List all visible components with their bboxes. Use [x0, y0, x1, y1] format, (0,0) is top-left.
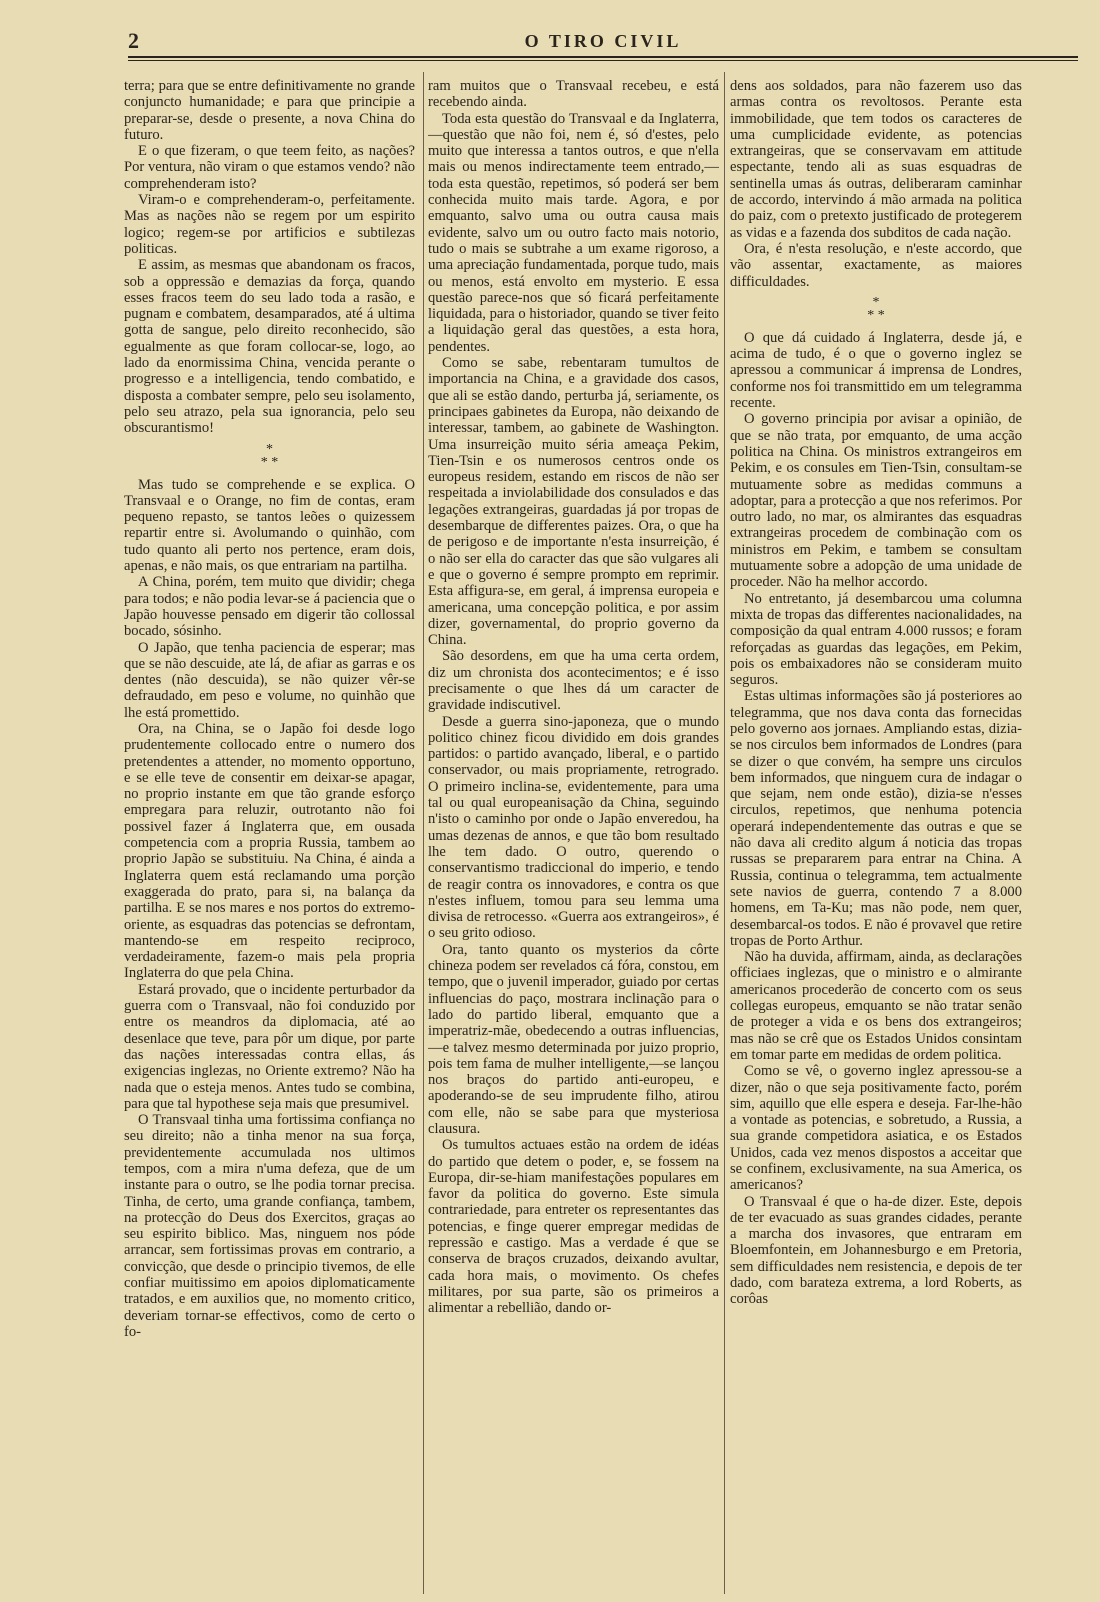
paragraph: ram muitos que o Transvaal recebeu, e está recebendo ainda.: [428, 78, 719, 111]
page-header: [128, 28, 1078, 53]
paragraph: terra; para que se entre definitivamente no grande conjuncto humanidade; e para que principie a preparar-se, desde o presente, a nova China do futuro.: [124, 78, 415, 143]
header-rule-thin: [128, 60, 1078, 61]
paragraph: Viram-o e comprehenderam-o, perfeitamente. Mas as nações não se regem por um espirito logico; regem-se por artificios e subtilezas politicas.: [124, 192, 415, 257]
paragraph: Não ha duvida, affirmam, ainda, as declarações officiaes inglezas, que o ministro e o almirante americanos procederão de concerto com os seus collegas europeus, emquanto se não tratar senão de proteger a vida e os bens dos extrangeiros; mas não se crê que os Estados Unidos consintam em tomar parte em medidas de ordem politica.: [730, 949, 1022, 1063]
paragraph: O governo principia por avisar a opinião, de que se não trata, por emquanto, de uma acção politica na China. Os ministros extrangeiros em Pekim, e os consules em Tien-Tsin, consultam-se mutuamente sobre as medidas communs a adoptar, para a protecção a que nos referimos. Por outro lado, no mar, os almirantes das esquadras extrangeiras procedem de combinação com os ministros em Pekim, e tambem se consultam mutuamente sobre a adopção de uma unidade de proceder. Não ha melhor accordo.: [730, 411, 1022, 591]
paragraph: No entretanto, já desembarcou uma columna mixta de tropas das differentes nacionalidades, na composição da qual entram 4.000 russos; e foram reforçadas as guardas das legações, em Pekim, pois os embaixadores não se consideram muito seguros.: [730, 590, 1022, 689]
paragraph: E assim, as mesmas que abandonam os fracos, sob a oppressão e demazias da força, quando esses fracos teem do seu lado toda a rasão, e pugnam e combatem, desamparados, até á ultima gotta de sangue, pelo direito reconhecido, são egualmente as que foram collocar-se, logo, ao lado da enormissima China, vencida perante o progresso e a intelligencia, tendo combatido, e disposta a combater sempre, pelo seu isolamento, pelo seu atrazo, pela sua ignorancia, pelo seu obscurantismo!: [124, 257, 415, 437]
header-rule: [128, 56, 1078, 58]
paragraph: Como se sabe, rebentaram tumultos de importancia na China, e a gravidade dos casos, que ali se estão dando, perturba já, seriamente, os principaes gabinetes da Europa, não deixando de interessar, tambem, ao gabinete de Washington. Uma insurreição muito séria ameaça Pekim, Tien-Tsin e os numerosos centros onde os europeus residem, estando em riscos de não ser respeitada a inviolabilidade dos consulados e das legações extrangeiras, guardadas já por tropas de desembarque de differentes paizes. Ora, o que ha de perigoso e de importante n'esta insurreição, é o não ser ella do caracter das que são vulgares ali e que o governo é sempre prompto em reprimir. Esta affigura-se, em geral, á imprensa europeia e americana, uma concepção politica, e por assim dizer, governamental, do proprio governo da China.: [428, 355, 719, 649]
paragraph: Ora, na China, se o Japão foi desde logo prudentemente collocado entre o numero dos pretendentes a attender, no momento opportuno, e se elle teve de consentir em deixar-se apagar, no proprio instante em que tão grande esforço empregara para reluzir, outrotanto não foi possivel fazer á Inglaterra que, em ousada competencia com a propria Russia, tambem ao proprio Japão se substituiu. Na China, é ainda a Inglaterra quem está reclamando uma porção exaggerada do prato, para si, na balança da partilha. E se nos mares e nos portos do extremo-oriente, as esquadras das potencias se defrontam, mantendo-se em respeito reciproco, verdadeiramente, fazem-o mais pela propria Inglaterra do que pela China.: [124, 720, 415, 982]
page-number: 2: [128, 28, 139, 53]
paragraph: O Japão, que tenha paciencia de esperar; mas que se não descuide, ate lá, de afiar as garras e os dentes (não descuida), se não quizer vêr-se defraudado, em peso e volume, no quinhão que lhe está promettido.: [124, 639, 415, 721]
asterisk-top: *: [872, 294, 880, 310]
paragraph: O Transvaal tinha uma fortissima confiança no seu direito; não a tinha menor na sua força, previdentemente accumulada nos ultimos tempos, com a mira n'uma defeza, que de um instante para o outro, se lhe podia tornar precisa. Tinha, de certo, uma grande confiança, tambem, na protecção do Deus dos Exercitos, graças ao seu espirito biblico. Mas, ninguem nos póde arrancar, sem fortissimas provas em contrario, a convicção, que desde o principio tivemos, de elle confiar muitissimo em apoios diplomaticamente tratados, e em auxilios que, no momento critico, deveriam tornar-se effectivos, como de certo o fo-: [124, 1112, 415, 1340]
text-column-3: [730, 78, 1022, 1598]
section-divider-asterisks: [730, 296, 1022, 322]
column-separator: [423, 72, 424, 1594]
paragraph: Ora, é n'esta resolução, e n'este accordo, que vão assentar, exactamente, as maiores difficuldades.: [730, 240, 1022, 290]
asterisk-top: *: [266, 441, 273, 457]
section-divider-asterisks: [124, 443, 415, 469]
asterisk-bottom: * *: [260, 454, 279, 470]
paragraph: E o que fizeram, o que teem feito, as nações? Por ventura, não viram o que estamos vendo? não comprehenderam isto?: [124, 143, 415, 192]
asterisk-bottom: * *: [867, 307, 885, 323]
paragraph: Ora, tanto quanto os mysterios da côrte chineza podem ser revelados cá fóra, constou, em tempo, que o juvenil imperador, guiado por certas influencias do paço, mostrara inclinação para o lado do partido liberal, emquanto que a imperatriz-mãe, obedecendo a outras influencias,—e talvez mesmo determinada por juizo proprio, pois tem fama de mulher intelligente,—se lançou nos braços do partido anti-europeu, e apoderando-se de seu imprudente filho, atirou com elle, não se sabe para que mysteriosa clausura.: [428, 941, 719, 1137]
paragraph: dens aos soldados, para não fazerem uso das armas contra os revoltosos. Perante esta immobilidade, que tem todos os caracteres de uma cumplicidade evidente, as potencias extrangeiras, que se conservavam em attitude espectante, tendo ali as suas esquadras de sentinella umas ás outras, deliberaram caminhar de accordo, intervindo á mão armada na politica do paiz, com o pretexto justificado de protegerem as vidas e a fazenda dos subditos de cada nação.: [730, 78, 1022, 241]
paragraph: O Transvaal é que o ha-de dizer. Este, depois de ter evacuado as suas grandes cidades, perante a marcha dos invasores, que entraram em Bloemfontein, em Johannesburgo e em Pretoria, sem difficuldades nem resistencia, e depois de ter dado, com barateza extrema, a lord Roberts, as corôas: [730, 1193, 1022, 1308]
paragraph: Os tumultos actuaes estão na ordem de idéas do partido que detem o poder, e, se fossem na Europa, dir-se-hiam manifestações populares em favor da politica do governo. Este simula contrariedade, para entreter os representantes das potencias, e finge querer empregar medidas de repressão e castigo. Mas a verdade é que se conserva de braços cruzados, deixando avultar, cada hora mais, o movimento. Os chefes militares, por sua parte, são os primeiros a alimentar a rebellião, dando or-: [428, 1137, 719, 1317]
paragraph: Mas tudo se comprehende e se explica. O Transvaal e o Orange, no fim de contas, eram pequeno repasto, se tantos leões o quizessem repartir entre si. Avolumando o quinhão, com tudo quanto ali perto nos pertence, eram dois, apenas, e não mais, os que entrariam na partilha.: [124, 476, 415, 575]
paragraph: A China, porém, tem muito que dividir; chega para todos; e não podia levar-se á paciencia que o Japão houvesse pensado em digerir tão collossal bocado, sósinho.: [124, 574, 415, 640]
paragraph: Estará provado, que o incidente perturbador da guerra com o Transvaal, não foi conduzido por entre os meandros da diplomacia, até ao desenlace que teve, para pôr um dique, por parte das nações interessadas contra ellas, ás exigencias inglezas, no Oriente extremo? Não ha nada que o esteja menos. Antes tudo se combina, para que tal hypothese seja mais que presumivel.: [124, 981, 415, 1112]
paragraph: O que dá cuidado á Inglaterra, desde já, e acima de tudo, é o que o governo inglez se apressou a communicar á imprensa de Londres, conforme nos foi transmittido em um telegramma recente.: [730, 329, 1022, 412]
masthead-title: O TIRO CIVIL: [524, 31, 682, 51]
paragraph: Toda esta questão do Transvaal e da Inglaterra,—questão que não foi, nem é, só d'estes, pelo muito que interessa a tantos outros, e que n'ella mais ou menos indirectamente teem entrado,—toda esta questão, repetimos, só poderá ser bem conhecida muito mais tarde. Agora, e por emquanto, salvo uma ou outra causa mais evidente, salvo um ou outro facto mais notorio, tudo o mais se subtrahe a um exame rigoroso, a uma apreciação fundamentada, porque tudo, mais ou menos, está envolto em mysterio. E essa questão parece-nos que só ficará perfeitamente liquidada, para o historiador, quando se tiver feito a liquidação geral das questões, a esta hora, pendentes.: [428, 110, 719, 355]
paragraph: São desordens, em que ha uma certa ordem, diz um chronista dos acontecimentos; e é isso precisamente o que lhes dá um caracter de gravidade indiscutivel.: [428, 648, 719, 714]
paragraph: Como se vê, o governo inglez apressou-se a dizer, não o que seja positivamente facto, porém sim, aquillo que elle espera e deseja. Far-lhe-hão a vontade as potencias, e sobretudo, a Russia, a sua grande competidora asiatica, e os Estados Unidos, cada vez menos dispostos a acceitar que se confinem, exclusivamente, na sua America, os americanos?: [730, 1063, 1022, 1194]
text-column-1: [124, 78, 415, 1598]
paragraph: Desde a guerra sino-japoneza, que o mundo politico chinez ficou dividido em dois grandes partidos: o partido avançado, liberal, e o partido conservador, ou mais propriamente, retrogrado. O primeiro inclina-se, evidentemente, para uma tal ou qual europeanisação da China, seguindo n'isto o caminho por onde o Japão enveredou, ha umas dezenas de annos, e que tão bom resultado lhe tem dado. O outro, querendo o conservantismo tradiccional do imperio, e tendo de reagir contra os innovadores, e contra os que n'estes influem, tomou para seu lemma uma divisa de retrocesso. «Guerra aos extrangeiros», é o seu grito odioso.: [428, 713, 719, 942]
column-separator: [724, 72, 725, 1594]
paragraph: Estas ultimas informações são já posteriores ao telegramma, que nos dava conta das fornecidas pelo governo aos jornaes. Ampliando estas, dizia-se nos circulos bem informados de Londres (para se dizer o que convém, ha sempre uns circulos bem informados, que ninguem cura de indagar o que sejam, nem onde estão), dizia-se n'esses circulos, repetimos, que nenhuma potencia operará independentemente das outras e que se não dava ali credito algum á noticia das tropas russas se prepararem para entrar na China. A Russia, continua o telegramma, tem actualmente sete navios de guerra, contendo 7 a 8.000 homens, em Ta-Ku; mas não pode, nem quer, desembarcal-os todos. E não é provavel que retire tropas de Porto Arthur.: [730, 688, 1022, 949]
text-column-2: [428, 78, 719, 1598]
